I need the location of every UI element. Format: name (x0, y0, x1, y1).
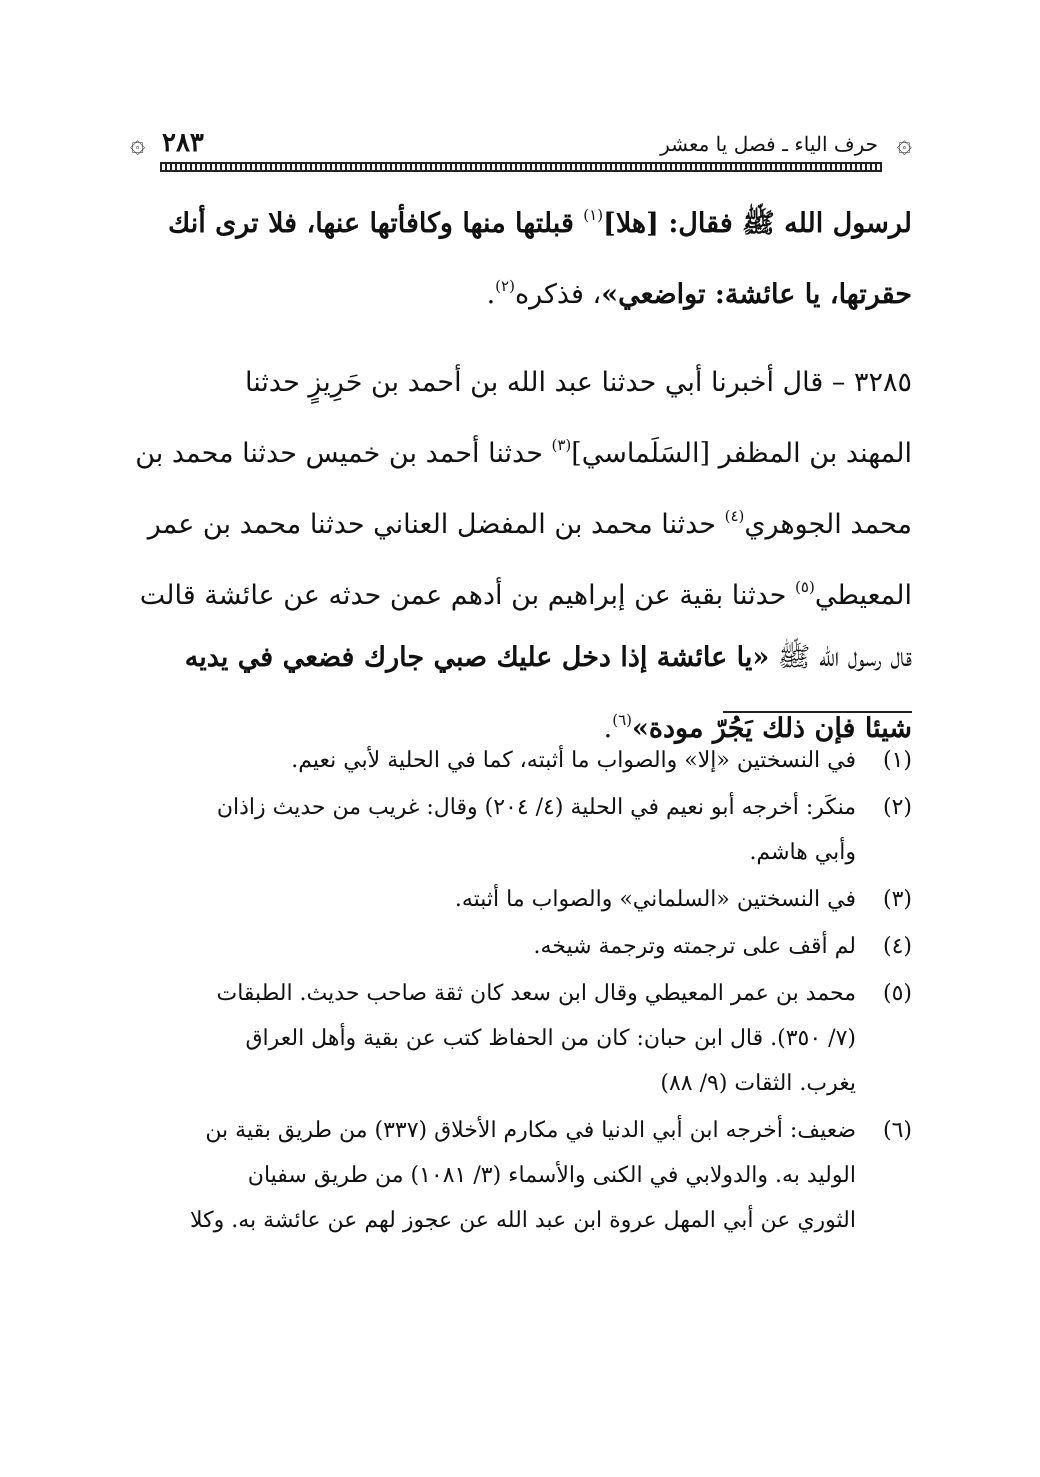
text-line (130, 352, 912, 414)
ornament-icon: ۞ (896, 129, 912, 159)
text-segment: . (603, 713, 613, 744)
footnote-ref: (٤) (724, 507, 745, 525)
text-segment: لرسول الله ﷺ فقال: [هلا] (603, 208, 912, 239)
footnote-number: (٤) (882, 934, 912, 959)
footnote-text: الثوري عن أبي المهل عروة ابن عبد الله عن عجوز لهم عن عائشة به. وكلا (189, 1208, 856, 1233)
text-segment: حدثنا أحمد بن خميس حدثنا محمد بن (135, 438, 552, 469)
footnote-ref: (٣) (551, 436, 572, 454)
ornament-icon: ۞ (130, 129, 146, 159)
text-segment: حدثنا بقية عن إبراهيم بن أدهم عمن حدثه عن عائشة قالت (139, 580, 796, 611)
footnote-number: (١) (882, 748, 912, 773)
page-number: ٢٨٣ (162, 128, 204, 158)
text-segment: «يا عائشة إذا دخل عليك صبي جارك فضعي في يديه (184, 642, 770, 673)
text-segment: شيئا فإن ذلك يَجُرّ مودة» (631, 713, 912, 744)
text-segment: ٣٢٨٥ – قال أخبرنا أبي حدثنا عبد الله بن أحمد بن حَرِيزٍ حدثنا (245, 367, 912, 398)
paragraph (130, 184, 912, 326)
text-segment: . (486, 279, 496, 310)
text-segment: محمد الجوهري (744, 509, 912, 540)
footnote (130, 971, 912, 1106)
footnote-number: (٢) (882, 795, 912, 820)
footnote-ref: (١) (583, 206, 604, 224)
footnote (130, 738, 912, 783)
paragraph (130, 352, 912, 760)
running-header (130, 128, 912, 176)
text-segment: قبلتها منها وكافأتها عنها، فلا ترى أنك (167, 208, 584, 239)
footnote-text: محمد بن عمر المعيطي وقال ابن سعد كان ثقة صاحب حديث. الطبقات (216, 981, 856, 1006)
footnotes-list (130, 738, 912, 1245)
text-segment: حدثنا محمد بن المفضل العناني حدثنا محمد بن عمر (147, 509, 725, 540)
text-line (130, 184, 912, 255)
footnote-text: في النسختين «السلماني» والصواب ما أثبته. (454, 887, 856, 912)
footnote-number: (٣) (882, 887, 912, 912)
text-line (130, 485, 912, 556)
footnote-text: منكَر: أخرجه أبو نعيم في الحلية (٤/ ٢٠٤) وقال: غريب من حديث زاذان (216, 795, 856, 820)
footnote-text: (٧/ ٣٥٠). قال ابن حبان: كان من الحفاظ كتب عن بقية وأهل العراق (245, 1026, 856, 1051)
text-segment: ، فذكره (514, 279, 602, 310)
footnote-text: ضعيف: أخرجه ابن أبي الدنيا في مكارم الأخلاق (٣٣٧) من طريق بقية بن (205, 1118, 856, 1143)
text-line (130, 627, 912, 689)
footnote-separator (723, 711, 912, 713)
text-line (130, 556, 912, 627)
footnote-ref: (٥) (795, 578, 815, 596)
footnote-ref: (٦) (612, 711, 632, 729)
footnote-number: (٦) (882, 1118, 912, 1143)
footnote (130, 877, 912, 922)
text-segment: المهند بن المظفر [السَلَماسي] (571, 438, 912, 469)
footnote-text: في النسختين «إلا» والصواب ما أثبته، كما في الحلية لأبي نعيم. (291, 748, 856, 773)
text-line (130, 255, 912, 326)
footnote (130, 1108, 912, 1243)
footnote-text: لم أقف على ترجمته وترجمة شيخه. (533, 934, 856, 959)
text-segment: قال رسول الله ﷺ (769, 642, 912, 673)
text-segment: المعيطي (814, 580, 912, 611)
footnote-number: (٥) (882, 981, 912, 1006)
footnote-ref: (٢) (495, 277, 515, 295)
text-segment: حقرتها، يا عائشة: تواضعي» (601, 279, 912, 310)
running-title: حرف الياء ـ فصل يا معشر (660, 132, 878, 156)
footnote-text: وأبي هاشم. (749, 840, 856, 865)
main-text (130, 184, 912, 760)
footnote-text: يغرب. الثقات (٩/ ٨٨) (660, 1071, 856, 1096)
footnote (130, 924, 912, 969)
text-line (130, 414, 912, 485)
header-rule (160, 162, 882, 172)
footnote (130, 785, 912, 875)
footnote-text: الوليد به. والدولابي في الكنى والأسماء (٣/ ١٠٨١) من طريق سفيان (247, 1163, 856, 1188)
